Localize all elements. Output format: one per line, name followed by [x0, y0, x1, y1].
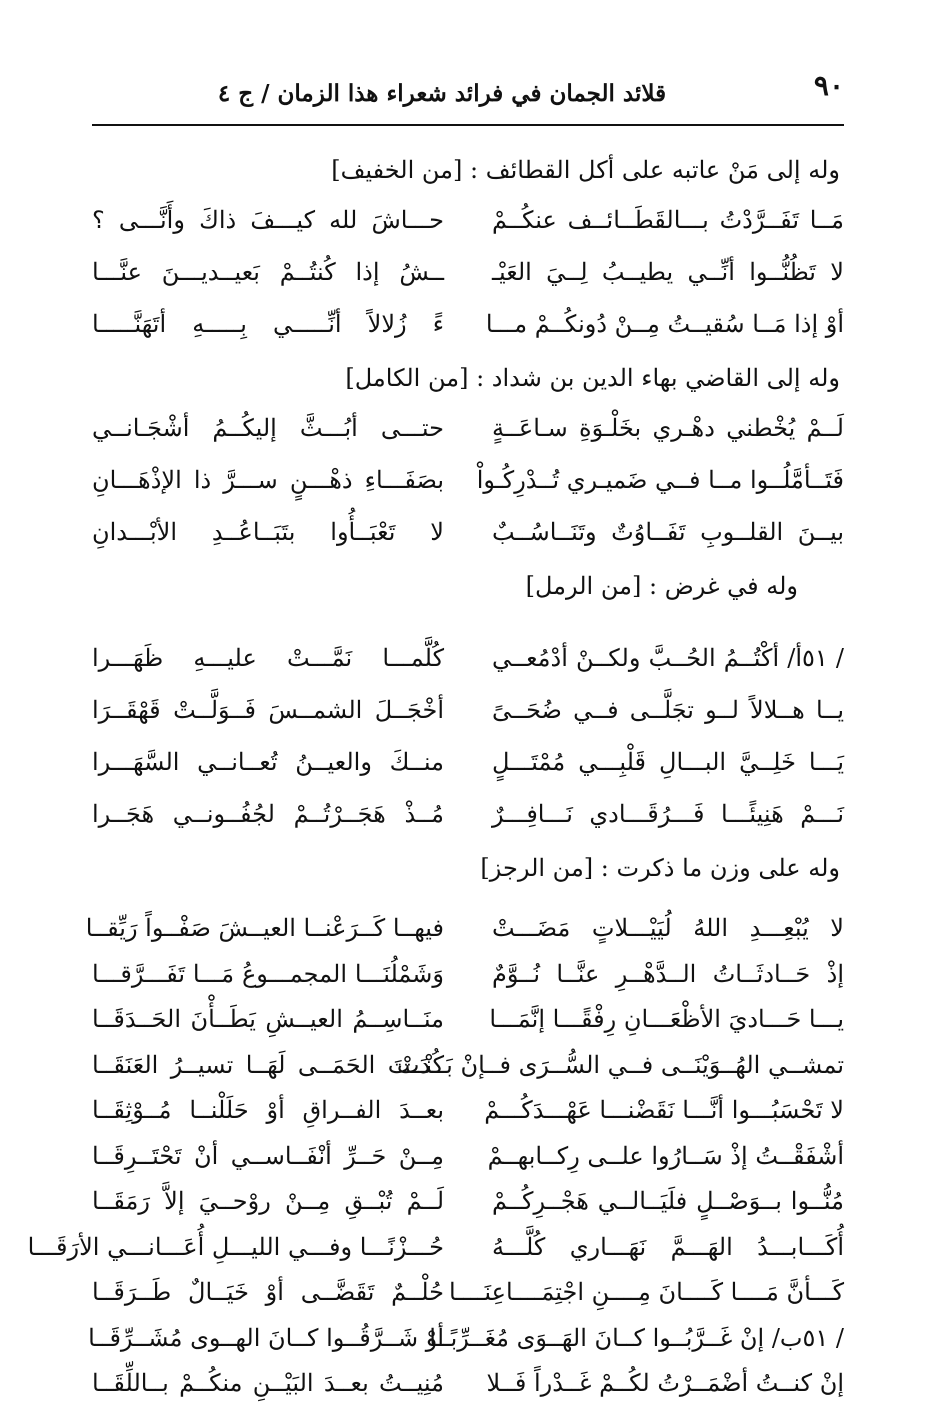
poem-intro: وله في غرض : [من الرمل]: [525, 572, 798, 600]
first-hemistich: أُكَـــابـــدُ الهَـــمَّ نَهَـــاري كُلَّـــهُ: [492, 1232, 844, 1261]
verse: [92, 1043, 844, 1089]
verse: [92, 1179, 844, 1225]
verse: [92, 997, 844, 1043]
first-hemistich: لا تَظُنُّــوا أنِّــي يطيــبُ لِــيَ العَيْـ: [492, 258, 844, 286]
second-hemistich: كُنْــتَ الحَمَــى لَهَــا تسيــرُ العَنَقَــا: [92, 1050, 444, 1079]
first-hemistich: أوْ إذا مَــا سُقيــتُ مِــنْ دُونكُــمْ مـــا: [485, 310, 844, 338]
first-hemistich: إذْ حَــادثَــاتُ الــدَّهْــرِ عنَّــا نُــوَّمٌ: [492, 959, 844, 988]
first-hemistich: مَــا تَفَــرَّدْتُ بـــالقَطَــائــف عنكُــمْ: [492, 206, 844, 234]
first-hemistich: / ٥١أ/ أكْتُــمُ الحُــبَّ ولكــنْ أدْمُعــي: [492, 644, 844, 672]
second-hemistich: لَــمْ تُبْــقِ مِــنْ روْحــيَ إلاَّ رَمَقَــا: [92, 1187, 444, 1215]
verse: [92, 952, 844, 998]
intro-spacer: [92, 610, 844, 632]
second-hemistich: بعــدَ الفــراقِ أوْ حَلَلْنــا مُــوْثِقَــا: [92, 1096, 444, 1124]
verse: [92, 736, 844, 788]
second-hemistich: حـــاشَ لله كيـــفَ ذاكَ وأَنَّـــى ؟: [92, 206, 444, 234]
verse: [85, 906, 844, 952]
second-hemistich: وَشَمْلُنَـــا المجمـــوعُ مَـــا تَفَـــرَّقـــا: [92, 959, 444, 988]
second-hemistich: أوْ شَــرَّقُــوا كــانَ الهــوى مُشَــرِّقَــا: [88, 1323, 444, 1352]
first-hemistich: إنْ كنــتُ أضْمَــرْتُ لكُــمْ غَــدْراً فَــلا: [486, 1369, 844, 1397]
second-hemistich: ءً زُلالاً أنِّـــــي بِـــــهِ أتَهَنَّـــــا: [92, 310, 444, 338]
first-hemistich: تمشــي الهُــوَيْنَــى فــي السُّــرَى فــإنْ بَــدَتْ: [396, 1050, 844, 1079]
second-hemistich: فيهــا كَــرَعْنــا العيــشَ صَفْــواً رَيِّقــا: [85, 914, 444, 942]
poem-intro: وله إلى القاضي بهاء الدين بن شداد : [من الكامل]: [345, 364, 840, 392]
first-hemistich: أشْفَقْــتُ إذْ سَــارُوا علــى رِكــابهــمْ: [487, 1141, 844, 1170]
first-hemistich: يـــا حَـــاديَ الأظْعَـــانِ رِفْقًـــا إنَّمَـــا: [489, 1005, 844, 1033]
verse: [88, 1316, 844, 1362]
verse: [92, 1270, 844, 1316]
verse: [92, 1361, 844, 1407]
first-hemistich: لا يُبْعِـــدِ اللهُ لُيَيْـــلاتٍ مَضَـــتْ: [492, 914, 844, 942]
verse: [92, 246, 844, 298]
second-hemistich: منَــاسِــمُ العيــشِ يَطَــأْنَ الحَــدَقَــا: [92, 1005, 444, 1033]
first-hemistich: لَــمْ يُخْطني دهْـري بخَلْـوَةِ سـاعَــةٍ: [492, 414, 844, 442]
intro-spacer: [92, 892, 844, 906]
page-number: ٩٠: [813, 69, 844, 102]
header-rule: [92, 124, 844, 126]
verse: [92, 194, 844, 246]
second-hemistich: حُـــزْنًـــا وفـــي الليـــلِ أُعَـــانـــي الأرَقَـــا: [27, 1232, 444, 1261]
second-hemistich: منــكَ والعيــنُ تُعــانــي السَّهَـــرا: [92, 748, 444, 776]
first-hemistich: فَتَــأمَّلُــوا مــا فــي ضَميـري تُــدْرِكُـواْ: [476, 466, 844, 494]
second-hemistich: ــشُ إذا كُنتُــمْ بَعيــديـــنَ عنَّـــا: [92, 258, 444, 286]
first-hemistich: يــا هــلالاً لــو تجَلَّــى فــي ضُحَــىً: [492, 696, 844, 724]
second-hemistich: لا تَعْبَــأُوا بتَبَــاعُــدِ الأبْـــدانِ: [92, 518, 444, 546]
poem-intro: وله إلى مَنْ عاتبه على أكل القطائف : [من الخفيف]: [331, 156, 840, 184]
first-hemistich: يَـــا خَلِــيَّ البـــالِ قَلْبِـــي مُمْتَـــلٍ: [492, 748, 844, 776]
second-hemistich: مِــنْ حَــرِّ أنْفَــاســي أنْ تَحْتَــرِقَــا: [92, 1141, 444, 1170]
verse: [92, 684, 844, 736]
first-hemistich: / ٥١ب/ إنْ غَــرَّبُــوا كــانَ الهَــوَى مُغَــرِّبًــا: [429, 1323, 844, 1352]
verse: [92, 402, 844, 454]
verse: [92, 1134, 844, 1180]
first-hemistich: مُنُّــوا بــوَصْــلٍ فلَيَــالــي هَجْــرِكُــمْ: [492, 1187, 844, 1215]
second-hemistich: كُلَّمـــا نَمَّـــتْ عليـــهِ ظَهَـــرا: [92, 644, 444, 672]
verse: [27, 1225, 844, 1271]
second-hemistich: مُــذْ هَجَــرْتُــمْ لجُفُــونــي هَجَــرا: [92, 800, 444, 828]
verse: [92, 454, 844, 506]
page-header: [92, 68, 844, 118]
first-hemistich: كَـــأنَّ مَــــا كَــــانَ مِــــنِ اجْتِمَــــاعِنَــــا: [448, 1278, 844, 1306]
second-hemistich: مُنِيــتُ بعــدَ البَيْــنِ منكُــمْ بــاللِّقَــا: [92, 1369, 444, 1397]
poem-intro: وله على وزن ما ذكرت : [من الرجز]: [480, 854, 840, 882]
second-hemistich: حتـــى أبُـــثَّ إليكُــمُ أشْجَـانــي: [92, 414, 444, 442]
verse: [92, 632, 844, 684]
first-hemistich: لا تَحْسَبُـــوا أنَّـــا نَقَضْنـــا عَهْـــدَكُـــمْ: [484, 1096, 844, 1124]
second-hemistich: بصَفَـــاءِ ذهْـــنٍ ســـرَّ ذا الإذْهَـــانِ: [92, 466, 444, 494]
second-hemistich: أخْجَــلَ الشمــسَ فَــوَلَّــتْ قَهْقَــرَا: [92, 696, 444, 724]
verse: [92, 298, 844, 350]
verse: [92, 788, 844, 840]
running-title: قلائد الجمان في فرائد شعراء هذا الزمان / ج ٤: [217, 80, 667, 107]
second-hemistich: حُلْــمٌ تَقَضَّــى أوْ خَيَــالٌ طَــرَقَــا: [92, 1278, 444, 1306]
verse: [92, 1088, 844, 1134]
first-hemistich: بيــنَ القلــوبِ تَفَــاوُتٌ وتَنَــاسُــبٌ: [492, 518, 844, 546]
first-hemistich: نَـــمْ هَنِيئًـــا فَـــرُقَـــادي نَـــافِـــرٌ: [492, 800, 844, 828]
verse: [92, 506, 844, 558]
page-body: [27, 146, 844, 1407]
